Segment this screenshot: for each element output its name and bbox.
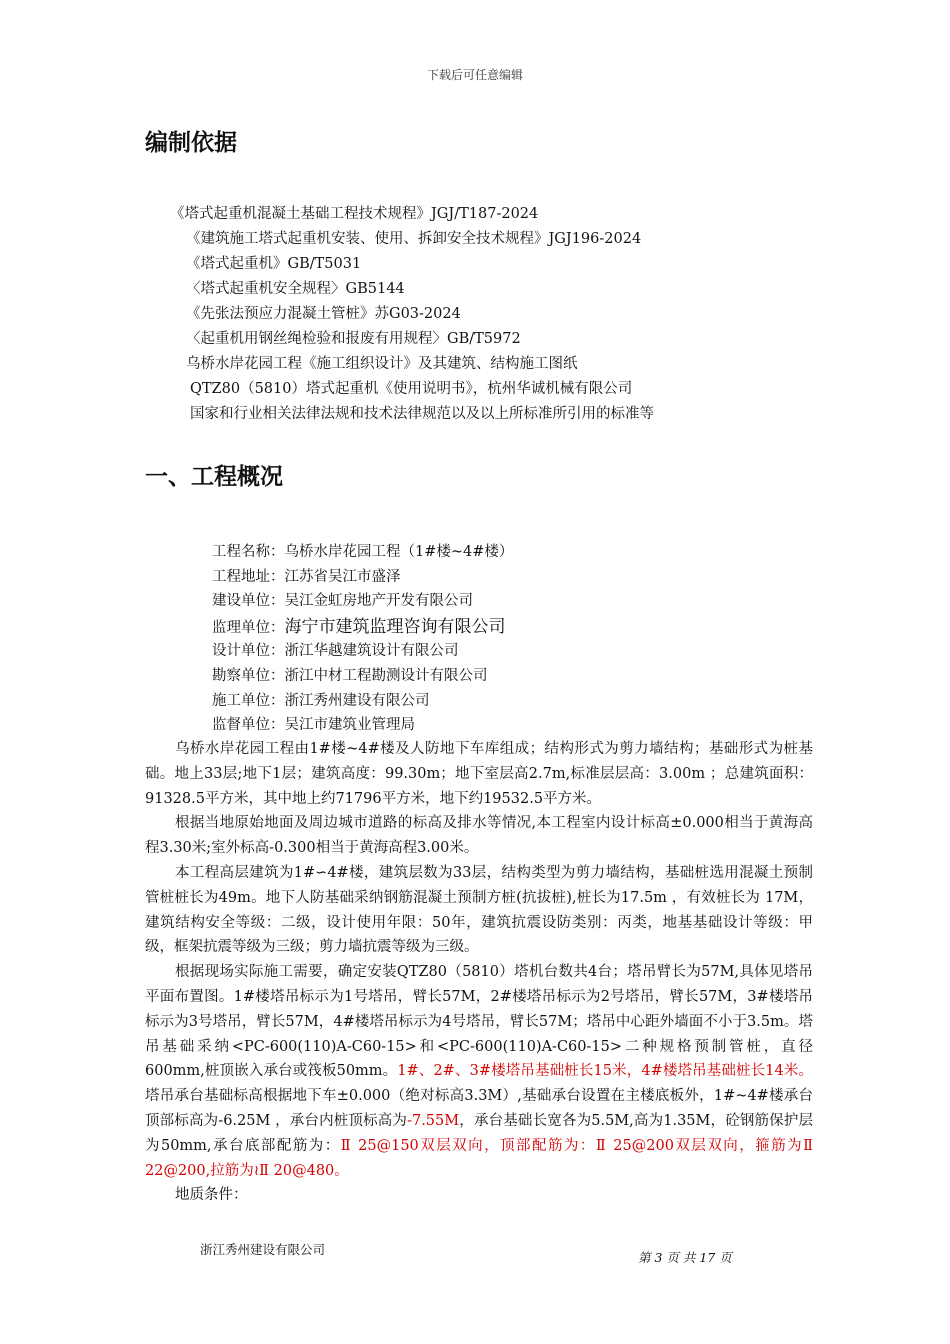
info-key: 监理单位：: [212, 620, 285, 636]
reference-item: QTZ80（5810）塔式起重机《使用说明书》，杭州华诚机械有限公司: [190, 381, 633, 397]
reference-item: 乌桥水岸花园工程《施工组织设计》及其建筑、结构施工图纸: [186, 356, 578, 372]
text-run: 根据现场实际施工需要，确定安装QTZ80（5810）塔机台数共4台；塔吊臂长为57M,具体见塔吊平面布置图。1#楼塔吊标示为1号塔吊，臂长57M，2#楼塔吊标示为2号塔吊，臂长57M，3#楼塔吊标示为3号塔吊，臂长57M，4#楼塔吊标示为4号塔吊，臂长57M；塔吊中心距外墙面不小于3.5m。塔吊基础采纳<PC-600(110)A-C60-15>和<PC-600(110)A-C60-15>二种规格预制管桩，直径600mm,桩顶嵌入承台或筏板50mm。: [145, 964, 813, 1080]
paragraph-elevation: 根据当地原始地面及周边城市道路的标高及排水等情况,本工程室内设计标高±0.000相当于黄海高程3.30米;室外标高-0.300相当于黄海高程3.00米。: [145, 815, 813, 857]
info-key: 建设单位：: [212, 593, 285, 609]
info-row-supervisor: [212, 612, 506, 637]
header-note: 下载后可任意编辑: [426, 68, 523, 82]
info-value: 浙江秀州建设有限公司: [284, 693, 430, 709]
paragraph-tower-crane: [145, 960, 813, 1183]
info-key: 监督单位：: [212, 717, 285, 733]
reference-item: 国家和行业相关法律法规和技术法律规范以及以上所标准所引用的标准等: [190, 406, 654, 422]
section-title-overview: 一、工程概况: [145, 464, 283, 490]
reference-item: 〈起重机用钢丝绳检验和报废有用规程〉GB/T5972: [186, 331, 521, 347]
info-row-contractor: [212, 689, 430, 710]
text-run: ，承台基础长宽各为5.5M,高为1.35M，砼钢筋保护层为50mm,承台底部配筋为：: [145, 1112, 814, 1154]
reference-item: 〈塔式起重机安全规程〉GB5144: [186, 281, 405, 297]
highlight-pile-top: -7.55M: [407, 1112, 460, 1129]
info-row-survey: [212, 664, 488, 685]
info-row-authority: [212, 713, 415, 734]
reference-item: 《先张法预应力混凝土管桩》苏G03-2024: [186, 306, 461, 322]
info-key: 设计单位：: [212, 643, 285, 659]
highlight-pile-length: 1#、2#、3#楼塔吊基础桩长15米，4#楼塔吊基础桩长14米。: [397, 1063, 813, 1080]
reference-item: 《塔式起重机混凝土基础工程技术规程》JGJ/T187-2024: [170, 206, 539, 222]
info-value: 吴江市建筑业管理局: [284, 717, 415, 733]
info-row-designer: [212, 639, 459, 660]
highlight-rebar: Ⅱ 25@150双层双向，顶部配筋为：Ⅱ 25@200双层双向，箍筋为Ⅱ 22@200,拉筋为≀Ⅱ 20@480。: [145, 1137, 813, 1179]
info-value: 吴江金虹房地产开发有限公司: [284, 593, 473, 609]
reference-item: 《建筑施工塔式起重机安装、使用、拆卸安全技术规程》JGJ196-2024: [186, 231, 642, 247]
footer-company: 浙江秀州建设有限公司: [200, 1242, 326, 1257]
info-value: 浙江中材工程勘测设计有限公司: [284, 668, 488, 684]
info-value: 江苏省吴江市盛泽: [284, 569, 401, 585]
info-key: 工程名称：: [212, 544, 285, 560]
footer-page-number: 第 3 页 共 17 页: [638, 1250, 732, 1265]
reference-item: 《塔式起重机》GB/T5031: [186, 256, 362, 272]
info-value: 海宁市建筑监理咨询有限公司: [284, 617, 506, 637]
text-run: 塔吊承台基础标高根据地下车±0.000（绝对标高3.3M）,基础承台设置在主楼底板外，1#~4#楼承台顶部标高为-6.25M ，承台内桩顶标高为: [145, 1088, 813, 1129]
info-value: 乌桥水岸花园工程（1#楼~4#楼）: [284, 544, 514, 560]
info-key: 勘察单位：: [212, 668, 285, 684]
overview-body: [145, 737, 813, 1208]
info-row-address: [212, 565, 401, 586]
info-row-owner: [212, 589, 473, 610]
info-key: 施工单位：: [212, 693, 285, 709]
paragraph-geology-label: 地质条件：: [175, 1187, 248, 1204]
info-row-project-name: [212, 540, 513, 561]
info-value: 浙江华越建筑设计有限公司: [284, 643, 459, 659]
paragraph-structure: 本工程高层建筑为1#∽4#楼，建筑层数为33层，结构类型为剪力墙结构，基础桩选用混凝土预制管桩桩长为49m。地下人防基础采纳钢筋混凝土预制方桩(抗拔桩),桩长为17.5m ，有效桩长为 17M，建筑结构安全等级：二级，设计使用年限：50年，建筑抗震设防类别：丙类，地基基础设计等级：甲级，框架抗震等级为三级；剪力墙抗震等级为三级。: [145, 864, 813, 956]
section-title-basis: 编制依据: [145, 130, 237, 156]
info-key: 工程地址：: [212, 569, 285, 585]
paragraph-overview: 乌桥水岸花园工程由1#楼~4#楼及人防地下车库组成；结构形式为剪力墙结构；基础形式为桩基础。地上33层;地下1层；建筑高度：99.30m；地下室层高2.7m,标准层层高：3.00m ；总建筑面积：91328.5平方米，其中地上约71796平方米，地下约19532.5平方米。: [145, 741, 813, 807]
